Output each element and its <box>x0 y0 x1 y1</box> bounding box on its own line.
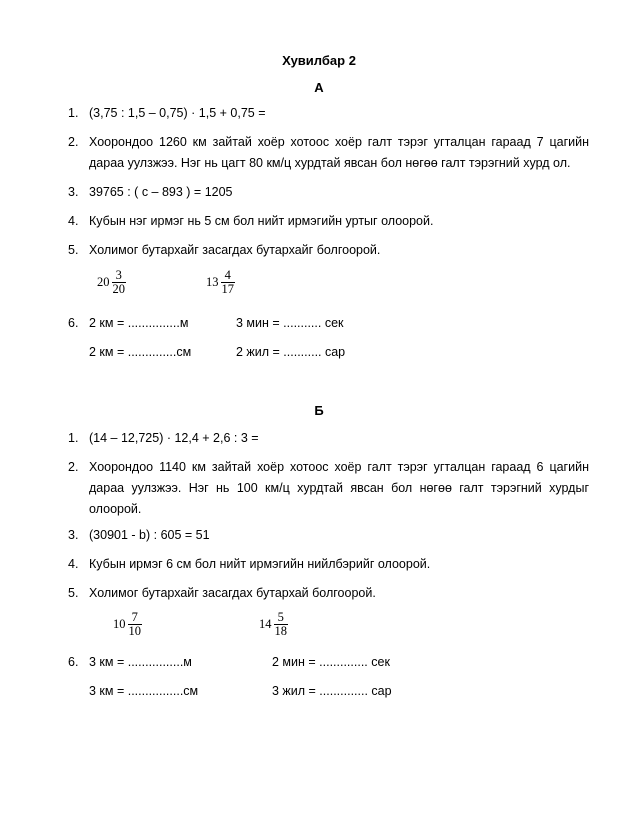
a-item-2-number: 2. <box>68 135 79 149</box>
a-mixed-fraction-1 <box>97 269 126 296</box>
b-mixed-fraction-2 <box>259 611 288 638</box>
a-item-2-line-2: дараа уулзжээ. Нэг нь цагт 80 км/ц хурдтай явсан бол нөгөө галт тэрэгний хурд ол. <box>89 156 571 170</box>
section-b-heading: Б <box>314 403 324 418</box>
section-a-heading: А <box>314 80 324 95</box>
fraction-denominator: 10 <box>128 624 141 638</box>
fraction-whole: 14 <box>259 617 272 631</box>
a-item-6-number: 6. <box>68 316 79 330</box>
b-item-6-number: 6. <box>68 655 79 669</box>
b-item-2-line-1: Хоорондоо 1140 км зайтай хоёр хотоос хоёр галт тэрэг угталцан гараад 6 цагийн <box>89 460 589 474</box>
a-item-6-row-1-right: 3 мин = ........... сек <box>236 316 344 330</box>
a-item-1-text: (3,75 : 1,5 – 0,75) · 1,5 + 0,75 = <box>89 106 266 120</box>
a-item-3-text: 39765 : ( с – 893 ) = 1205 <box>89 185 233 199</box>
b-item-2-number: 2. <box>68 460 79 474</box>
a-item-6-row-2-left: 2 км = ..............см <box>89 345 192 359</box>
b-item-4-text: Кубын ирмэг 6 см бол нийт ирмэгийн нийлбэрийг олоорой. <box>89 557 431 571</box>
b-item-3-text: (30901 - b) : 605 = 51 <box>89 528 210 542</box>
b-item-6-row-1-right: 2 мин = .............. сек <box>272 655 390 669</box>
a-item-4-number: 4. <box>68 214 79 228</box>
b-item-2-line-2: дараа уулзжээ. Нэг нь 100 км/ц хурдтай явсан бол нөгөө галт тэрэгний хурдыг <box>89 481 589 495</box>
a-item-2-line-1: Хоорондоо 1260 км зайтай хоёр хотоос хоёр галт тэрэг угталцан гараад 7 цагийн <box>89 135 589 149</box>
fraction-whole: 20 <box>97 275 110 289</box>
a-item-3-number: 3. <box>68 185 79 199</box>
fraction-numerator: 3 <box>115 268 122 282</box>
fraction-denominator: 18 <box>274 624 287 638</box>
b-item-3-number: 3. <box>68 528 79 542</box>
fraction-whole: 13 <box>206 275 219 289</box>
b-item-1-text: (14 – 12,725) · 12,4 + 2,6 : 3 = <box>89 431 259 445</box>
b-item-6-row-2-left: 3 км = ................см <box>89 684 199 698</box>
b-item-1-number: 1. <box>68 431 79 445</box>
b-mixed-fraction-1 <box>113 611 142 638</box>
b-item-6-row-1-left: 3 км = ................м <box>89 655 192 669</box>
a-item-6-row-1-left: 2 км = ...............м <box>89 316 189 330</box>
b-item-5-number: 5. <box>68 586 79 600</box>
fraction-whole: 10 <box>113 617 126 631</box>
a-mixed-fraction-2 <box>206 269 235 296</box>
fraction-numerator: 5 <box>277 610 284 624</box>
a-item-6-row-2-right: 2 жил = ........... сар <box>236 345 346 359</box>
fraction-numerator: 7 <box>131 610 138 624</box>
b-item-2-line-3: олоорой. <box>89 502 142 516</box>
fraction-denominator: 17 <box>221 282 234 296</box>
b-item-6-row-2-right: 3 жил = .............. сар <box>272 684 392 698</box>
variant-title: Хувилбар 2 <box>282 53 356 68</box>
b-item-5-text: Холимог бутархайг засагдах бутархай болгоорой. <box>89 586 376 600</box>
fraction-numerator: 4 <box>224 268 231 282</box>
a-item-5-text: Холимог бутархайг засагдах бутархайг болгоорой. <box>89 243 381 257</box>
a-item-4-text: Кубын нэг ирмэг нь 5 см бол нийт ирмэгийн уртыг олоорой. <box>89 214 434 228</box>
b-item-4-number: 4. <box>68 557 79 571</box>
fraction-denominator: 20 <box>112 282 125 296</box>
a-item-1-number: 1. <box>68 106 79 120</box>
a-item-5-number: 5. <box>68 243 79 257</box>
